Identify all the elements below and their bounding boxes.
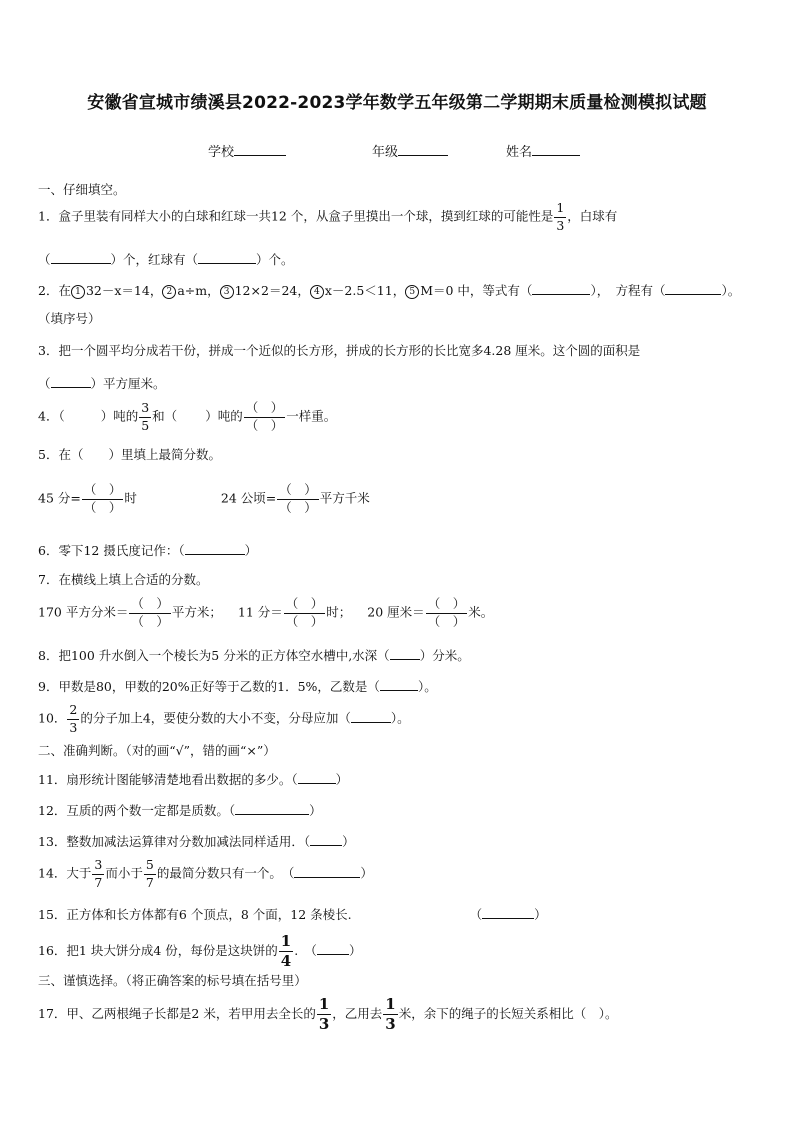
fraction-three-fifths: $\frac{3}{5}$ bbox=[141, 400, 150, 433]
question-1 bbox=[38, 202, 617, 232]
answer-blank-judgement[interactable] bbox=[298, 770, 336, 784]
school-label: 学校 bbox=[208, 145, 235, 160]
section-heading-1: 一、仔细填空。 bbox=[38, 182, 126, 197]
fraction-answer-box[interactable]: $\frac{( )}{( )}$ bbox=[427, 596, 466, 629]
answer-blank-judgement[interactable] bbox=[317, 941, 349, 955]
answer-blank-white-balls[interactable] bbox=[51, 250, 111, 264]
name-blank[interactable] bbox=[532, 142, 580, 156]
name-label: 姓名 bbox=[506, 145, 533, 160]
answer-blank-equations[interactable] bbox=[532, 281, 590, 295]
grade-field bbox=[372, 141, 448, 160]
grade-blank[interactable] bbox=[398, 142, 448, 156]
question-10: 10． $\frac{2}{3}$ 的分子加上4，要使分数的大小不变，分母应加（ ）。 bbox=[38, 702, 410, 735]
question-1-line-2: （ ）个，红球有（ ）个。 bbox=[38, 252, 294, 267]
question-3-line-2: （ ）平方厘米。 bbox=[38, 376, 166, 391]
question-7-line-2: 170 平方分米＝ $\frac{( )}{( )}$ 平方米； 11 分＝ $\frac{( )}{( )}$ 时； 20 厘米＝ $\frac{( )}{( )}$ 米。 bbox=[38, 596, 494, 629]
question-12: 12．互质的两个数一定都是质数。（ ） bbox=[38, 803, 322, 818]
circled-number-5: 5 bbox=[405, 285, 419, 299]
question-5-line-2: 45 分= $\frac{( )}{( )}$ 时 24 公顷= $\frac{( )}{( )}$ 平方千米 bbox=[38, 482, 370, 515]
answer-blank-number-b[interactable] bbox=[380, 677, 418, 691]
fraction-one-third: $\frac{1}{3}$ bbox=[556, 200, 565, 233]
fraction-one-third: $\frac{1}{3}$ bbox=[385, 995, 396, 1033]
circled-number-2: 2 bbox=[162, 285, 176, 299]
section-heading-3: 三、谨慎选择。（将正确答案的标号填在括号里） bbox=[38, 973, 307, 988]
school-blank[interactable] bbox=[234, 142, 286, 156]
grade-label: 年级 bbox=[372, 145, 399, 160]
answer-blank-temperature[interactable] bbox=[185, 541, 245, 555]
school-field bbox=[208, 141, 286, 160]
fraction-one-quarter: $\frac{1}{4}$ bbox=[280, 932, 292, 970]
answer-blank-judgement[interactable] bbox=[294, 864, 360, 878]
answer-blank-judgement[interactable] bbox=[310, 832, 342, 846]
question-2-note: （填序号） bbox=[38, 311, 101, 326]
fraction-answer-box[interactable]: $\frac{( )}{( )}$ bbox=[279, 482, 317, 515]
fraction-answer-box[interactable]: $\frac{( )}{( )}$ bbox=[285, 596, 324, 629]
question-5: 5．在（ ）里填上最简分数。 bbox=[38, 447, 221, 462]
question-13: 13．整数加减法运算律对分数加减法同样适用．（ ） bbox=[38, 834, 355, 849]
question-1-text: 1．盒子里装有同样大小的白球和红球一共12 个，从盒子里摸出一个球，摸到红球的可能性是 bbox=[38, 208, 554, 224]
fraction-answer-box[interactable]: $\frac{( )}{( )}$ bbox=[83, 482, 122, 515]
answer-blank-judgement[interactable] bbox=[235, 801, 309, 815]
circled-number-4: 4 bbox=[310, 285, 324, 299]
question-6: 6．零下12 摄氏度记作：（ ） bbox=[38, 543, 258, 558]
question-1-text-b: ，白球有 bbox=[567, 208, 618, 224]
fraction-five-sevenths: $\frac{5}{7}$ bbox=[145, 857, 154, 890]
question-14: 14．大于 $\frac{3}{7}$ 而小于 $\frac{5}{7}$ 的最简分数只有一个。 （ ） bbox=[38, 857, 373, 890]
name-field bbox=[506, 141, 580, 160]
question-15: 15．正方体和长方体都有6 个顶点，8 个面，12 条棱长. （ ） bbox=[38, 907, 547, 922]
question-4: 4．（ ）吨的 $\frac{3}{5}$ 和（ ）吨的 $\frac{( )}{( )}$ 一样重。 bbox=[38, 400, 337, 433]
question-2: 2．在 1 32－x＝14， 2 a÷m， 3 12×2＝24， 4 x－2.5＜11， 5 M＝0 中，等式有（ ）， 方程有（ ）。 bbox=[38, 283, 741, 298]
question-16: 16．把1 块大饼分成4 份，每份是这块饼的 $\frac{1}{4}$ . （ ） bbox=[38, 932, 362, 970]
fraction-answer-box[interactable]: $\frac{( )}{( )}$ bbox=[245, 400, 284, 433]
question-3: 3．把一个圆平均分成若干份，拼成一个近似的长方形，拼成的长方形的长比宽多4.28 厘米。这个圆的面积是 bbox=[38, 343, 641, 358]
fraction-answer-box[interactable]: $\frac{( )}{( )}$ bbox=[131, 596, 169, 629]
question-11: 11．扇形统计图能够清楚地看出数据的多少。（ ） bbox=[38, 772, 349, 787]
fraction-two-thirds: $\frac{2}{3}$ bbox=[69, 702, 78, 735]
question-7: 7．在横线上填上合适的分数。 bbox=[38, 572, 209, 587]
answer-blank-water-depth[interactable] bbox=[390, 646, 420, 660]
answer-blank-formulas[interactable] bbox=[665, 281, 721, 295]
answer-blank-red-balls[interactable] bbox=[198, 250, 256, 264]
answer-blank-circle-area[interactable] bbox=[51, 374, 91, 388]
fraction-three-sevenths: $\frac{3}{7}$ bbox=[94, 857, 103, 890]
answer-blank-denominator[interactable] bbox=[351, 709, 391, 723]
question-9: 9．甲数是80，甲数的20%正好等于乙数的1．5%，乙数是（ ）。 bbox=[38, 679, 437, 694]
section-heading-2: 二、准确判断。（对的画“√”，错的画“×”） bbox=[38, 743, 276, 758]
fraction-one-third: $\frac{1}{3}$ bbox=[318, 995, 330, 1033]
page-title: 安徽省宣城市绩溪县2022-2023学年数学五年级第二学期期末质量检测模拟试题 bbox=[87, 93, 707, 113]
question-17: 17．甲、乙两根绳子长都是2 米，若甲用去全长的 $\frac{1}{3}$ ，乙用去 $\frac{1}{3}$ 米，余下的绳子的长短关系相比（ ）。 bbox=[38, 995, 618, 1033]
circled-number-1: 1 bbox=[71, 285, 85, 299]
question-8: 8．把100 升水倒入一个棱长为5 分米的正方体空水槽中,水深（ ）分米。 bbox=[38, 648, 470, 663]
circled-number-3: 3 bbox=[220, 285, 234, 299]
answer-blank-judgement[interactable] bbox=[482, 905, 534, 919]
